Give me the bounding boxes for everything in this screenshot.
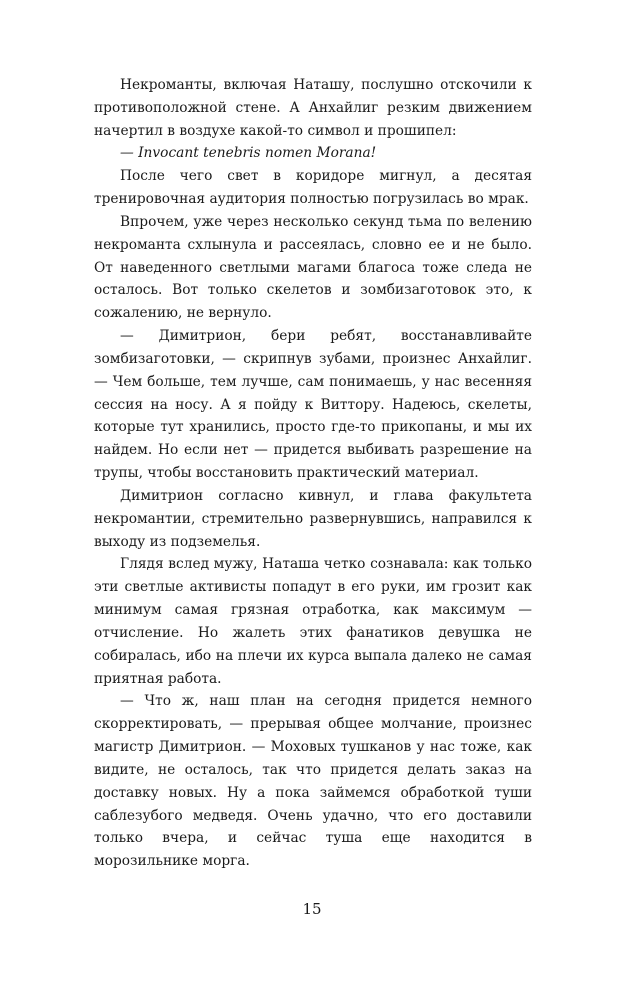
paragraph: После чего свет в коридоре мигнул, а десятая тренировочная аудитория полностью погрузилась во мрак. <box>94 168 532 208</box>
paragraph: — Что ж, наш план на сегодня придется немного скорректировать, — прерывая общее молчание, произнес магистр Димитрион. — Моховых тушканов у нас тоже, как видите, не осталось, так что придется делать заказ на доставку новых. Ну а пока займемся обработкой туши саблезубого медведя. Очень удачно, что его доставили только вчера, и сейчас туша еще находится в морозильнике морга. <box>94 693 532 870</box>
paragraph: Димитрион согласно кивнул, и глава факультета некромантии, стремительно развернувшись, направился к выходу из подземелья. <box>94 487 532 550</box>
paragraph: — Димитрион, бери ребят, восстанавливайте зомбизаготовки, — скрипнув зубами, произнес Анхайлиг. — Чем больше, тем лучше, сам понимаешь, у нас весенняя сессия на носу. А я пойду к Виттору. Надеюсь, скелеты, которые тут хранились, просто где-то прикопаны, и мы их найдем. Но если нет — придется выбивать разрешение на трупы, чтобы восстановить практический материал. <box>94 328 532 482</box>
body-text <box>94 74 532 873</box>
paragraph: Некроманты, включая Наташу, послушно отскочили к противоположной стене. А Анхайлиг резким движением начертил в воздухе какой-то символ и прошипел: <box>94 77 532 139</box>
paragraph-latin-incantation: — Invocant tenebris nomen Morana! <box>120 145 377 162</box>
paragraph: Глядя вслед мужу, Наташа четко сознавала: как только эти светлые активисты попадут в его руки, им грозит как минимум самая грязная отработка, как максимум — отчисление. Но жалеть этих фанатиков девушка не собиралась, ибо на плечи их курса выпала далеко не самая приятная работа. <box>94 556 532 687</box>
paragraph: Впрочем, уже через несколько секунд тьма по велению некроманта схлынула и рассеялась, словно ее и не было. От наведенного светлыми магами благоса тоже следа не осталось. Вот только скелетов и зомбизаготовок это, к сожалению, не вернуло. <box>94 213 532 322</box>
page-number: 15 <box>302 900 322 918</box>
